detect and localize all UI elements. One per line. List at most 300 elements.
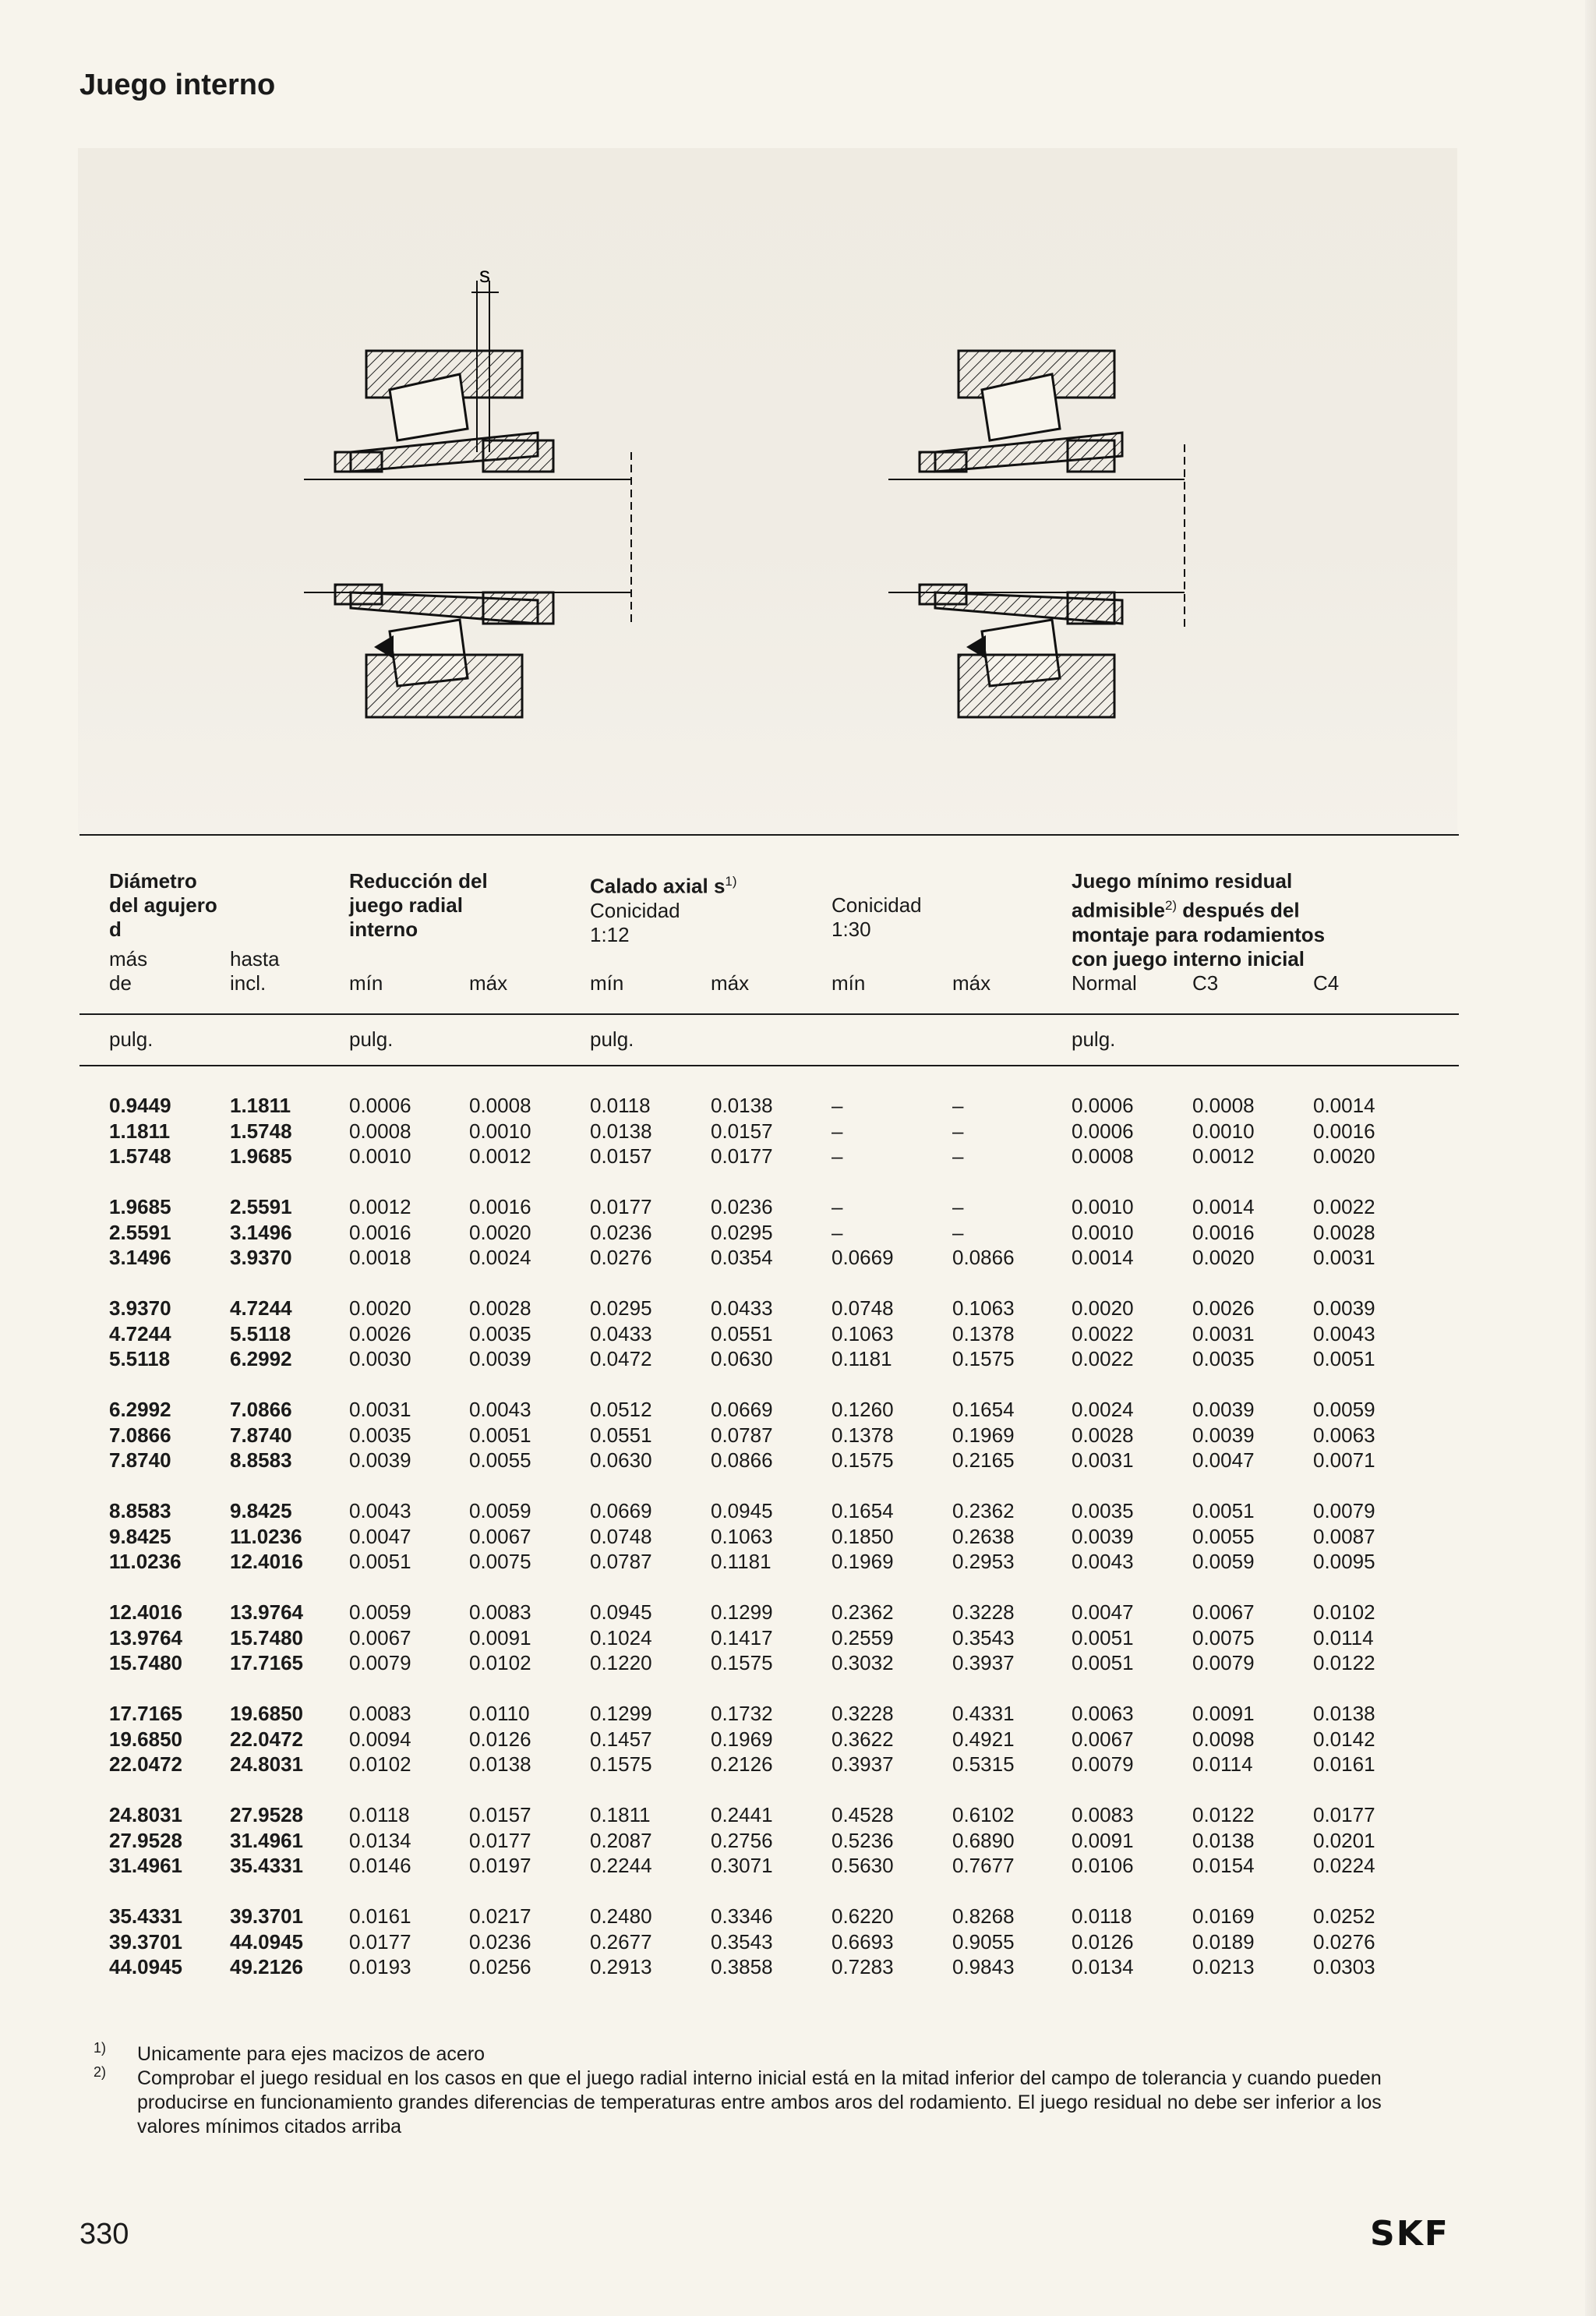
bore-diameter-cell: 3.9370	[109, 1296, 171, 1320]
value-cell: 0.0051	[469, 1423, 531, 1447]
value-cell: 0.2362	[832, 1600, 894, 1624]
value-cell: 0.0059	[469, 1499, 531, 1522]
value-cell: 0.0028	[1072, 1423, 1134, 1447]
header-max: máx	[952, 971, 991, 995]
value-cell: –	[952, 1094, 964, 1117]
value-cell: 0.1378	[952, 1321, 1015, 1345]
value-cell: 0.3858	[711, 1955, 773, 1978]
value-cell: 0.0091	[1072, 1828, 1134, 1852]
value-cell: 0.2913	[590, 1955, 652, 1978]
value-cell: –	[832, 1094, 843, 1117]
header-max: máx	[711, 971, 750, 995]
value-cell: 0.4921	[952, 1727, 1015, 1751]
value-cell: 0.0114	[1192, 1752, 1253, 1776]
value-cell: 0.0039	[1313, 1296, 1375, 1320]
value-cell: 0.0256	[469, 1955, 531, 1978]
value-cell: 0.0014	[1072, 1246, 1134, 1269]
bore-diameter-cell: 1.5748	[230, 1119, 292, 1143]
value-cell: 0.0276	[1313, 1929, 1375, 1954]
value-cell: 0.0669	[711, 1398, 773, 1421]
value-cell: 0.2677	[590, 1929, 652, 1954]
value-cell: 0.0010	[1072, 1195, 1134, 1218]
header-residual-clearance: Juego mínimo residual admisible$^{2)}$ después del montaje para rodamientos con juego interno inicial	[1072, 869, 1326, 971]
value-cell: 0.0669	[590, 1499, 652, 1522]
value-cell: –	[832, 1119, 843, 1143]
value-cell: 0.2559	[832, 1625, 894, 1649]
value-cell: –	[952, 1195, 964, 1218]
unit-label: pulg.	[109, 1027, 154, 1051]
value-cell: 0.0866	[952, 1246, 1015, 1269]
header-min: mín	[832, 971, 866, 995]
value-cell: 0.0161	[1313, 1752, 1375, 1776]
value-cell: 0.0118	[590, 1094, 651, 1117]
unit-label: pulg.	[590, 1027, 634, 1051]
value-cell: 0.0138	[711, 1094, 773, 1117]
value-cell: 0.0094	[349, 1727, 411, 1751]
bore-diameter-cell: 12.4016	[230, 1550, 303, 1573]
value-cell: 0.0028	[469, 1296, 531, 1320]
value-cell: 0.3937	[952, 1651, 1015, 1674]
value-cell: 0.1220	[590, 1651, 652, 1674]
value-cell: 0.0083	[349, 1702, 411, 1725]
value-cell: 0.0035	[1192, 1347, 1255, 1370]
value-cell: 0.1260	[832, 1398, 894, 1421]
value-cell: 0.0134	[349, 1828, 411, 1852]
value-cell: 0.2480	[590, 1904, 652, 1928]
value-cell: 0.0035	[469, 1321, 531, 1345]
bore-diameter-cell: 27.9528	[230, 1803, 303, 1826]
value-cell: 0.0008	[1072, 1144, 1134, 1168]
value-cell: 0.0006	[1072, 1119, 1134, 1143]
value-cell: –	[832, 1144, 843, 1168]
footnotes	[94, 2042, 1434, 2139]
bore-diameter-cell: 3.1496	[230, 1220, 292, 1244]
value-cell: 0.0075	[1192, 1625, 1255, 1649]
value-cell: 0.0303	[1313, 1955, 1375, 1978]
value-cell: 0.0031	[1072, 1448, 1134, 1472]
bore-diameter-cell: 39.3701	[109, 1929, 182, 1954]
value-cell: 0.0006	[349, 1094, 411, 1117]
value-cell: 0.5630	[832, 1854, 894, 1877]
header-max: máx	[469, 971, 508, 995]
value-cell: 0.0026	[349, 1321, 411, 1345]
value-cell: 0.1378	[832, 1423, 894, 1447]
value-cell: 0.2953	[952, 1550, 1015, 1573]
page-edge	[1585, 0, 1596, 2316]
value-cell: 0.3622	[832, 1727, 894, 1751]
bore-diameter-cell: 1.1811	[109, 1119, 171, 1143]
value-cell: 0.0022	[1313, 1195, 1375, 1218]
value-cell: 0.0035	[349, 1423, 411, 1447]
value-cell: 0.1969	[952, 1423, 1015, 1447]
value-cell: 0.0020	[469, 1220, 531, 1244]
s-label: s	[479, 265, 490, 287]
bore-diameter-cell: 11.0236	[230, 1524, 302, 1548]
value-cell: 0.1181	[711, 1550, 772, 1573]
value-cell: 0.0014	[1313, 1094, 1375, 1117]
value-cell: 0.1063	[711, 1524, 773, 1548]
value-cell: 0.0252	[1313, 1904, 1375, 1928]
skf-logo: SKF	[1370, 2214, 1449, 2254]
value-cell: 0.0039	[1072, 1524, 1134, 1548]
value-cell: 0.0087	[1313, 1524, 1375, 1548]
value-cell: 0.0138	[590, 1119, 652, 1143]
value-cell: 0.0043	[469, 1398, 531, 1421]
bore-diameter-cell: 44.0945	[230, 1929, 303, 1954]
value-cell: 0.0039	[349, 1448, 411, 1472]
footnote: 1) Unicamente para ejes macizos de acero	[94, 2040, 486, 2065]
bore-diameter-cell: 2.5591	[109, 1220, 171, 1244]
value-cell: 0.0134	[1072, 1955, 1134, 1978]
value-cell: 0.0010	[1072, 1220, 1134, 1244]
value-cell: 0.0043	[1072, 1550, 1134, 1573]
value-cell: 0.0016	[349, 1220, 411, 1244]
value-cell: 0.5236	[832, 1828, 894, 1852]
value-cell: 0.0748	[590, 1524, 652, 1548]
value-cell: 0.0177	[711, 1144, 773, 1168]
value-cell: 0.0016	[1313, 1119, 1375, 1143]
bore-diameter-cell: 1.9685	[230, 1144, 292, 1168]
value-cell: 0.0028	[1313, 1220, 1375, 1244]
value-cell: 0.0102	[349, 1752, 411, 1776]
bore-diameter-cell: 4.7244	[109, 1321, 171, 1345]
value-cell: 0.0102	[1313, 1600, 1375, 1624]
page-number: 330	[79, 2218, 129, 2251]
header-hasta-incl: hasta incl.	[230, 947, 280, 995]
value-cell: 0.0472	[590, 1347, 652, 1370]
header-normal: Normal	[1072, 971, 1137, 995]
value-cell: 0.1299	[590, 1702, 652, 1725]
value-cell: 0.0102	[469, 1651, 531, 1674]
value-cell: 0.0059	[1192, 1550, 1255, 1573]
value-cell: 0.1299	[711, 1600, 773, 1624]
value-cell: 0.0177	[349, 1929, 411, 1954]
value-cell: 0.0063	[1072, 1702, 1134, 1725]
value-cell: –	[952, 1144, 964, 1168]
value-cell: 0.1063	[952, 1296, 1015, 1320]
value-cell: 0.0043	[1313, 1321, 1375, 1345]
bore-diameter-cell: 1.9685	[109, 1195, 171, 1218]
value-cell: 0.1575	[711, 1651, 773, 1674]
value-cell: 0.0079	[1313, 1499, 1375, 1522]
value-cell: 0.0295	[711, 1220, 773, 1244]
header-axial-drive: Calado axial $s^{1)}$ Conicidad 1:12	[590, 874, 737, 946]
bore-diameter-cell: 8.8583	[230, 1448, 292, 1472]
value-cell: 0.0157	[469, 1803, 531, 1826]
value-cell: 0.2087	[590, 1828, 652, 1852]
value-cell: 0.0079	[349, 1651, 411, 1674]
page-title: Juego interno	[79, 69, 276, 101]
value-cell: 0.0669	[832, 1246, 894, 1269]
value-cell: 0.0787	[590, 1550, 652, 1573]
value-cell: 0.0006	[1072, 1094, 1134, 1117]
value-cell: 0.0295	[590, 1296, 652, 1320]
value-cell: 0.3228	[952, 1600, 1015, 1624]
bore-diameter-cell: 24.8031	[230, 1752, 303, 1776]
value-cell: 0.0630	[711, 1347, 773, 1370]
value-cell: 0.0071	[1313, 1448, 1375, 1472]
value-cell: 0.0014	[1192, 1195, 1255, 1218]
value-cell: 0.3543	[952, 1625, 1015, 1649]
header-diameter: Diámetro del agujero d	[109, 869, 217, 941]
value-cell: 0.0091	[1192, 1702, 1255, 1725]
bore-diameter-cell: 0.9449	[109, 1094, 171, 1117]
value-cell: 0.0024	[469, 1246, 531, 1269]
header-rule	[79, 1013, 1459, 1015]
value-cell: 0.0787	[711, 1423, 773, 1447]
value-cell: 0.0512	[590, 1398, 652, 1421]
value-cell: 0.0106	[1072, 1854, 1134, 1877]
value-cell: 0.0161	[349, 1904, 411, 1928]
value-cell: 0.0138	[1192, 1828, 1255, 1852]
value-cell: 0.0142	[1313, 1727, 1375, 1751]
value-cell: 0.3346	[711, 1904, 773, 1928]
bore-diameter-cell: 35.4331	[109, 1904, 182, 1928]
value-cell: 0.0945	[711, 1499, 773, 1522]
value-cell: 0.0039	[469, 1347, 531, 1370]
value-cell: 0.1457	[590, 1727, 652, 1751]
unit-label: pulg.	[349, 1027, 394, 1051]
value-cell: 0.0031	[1313, 1246, 1375, 1269]
units-rule	[79, 1065, 1459, 1066]
bore-diameter-cell: 22.0472	[109, 1752, 182, 1776]
value-cell: 0.0157	[590, 1144, 652, 1168]
bore-diameter-cell: 39.3701	[230, 1904, 303, 1928]
value-cell: 0.0010	[1192, 1119, 1255, 1143]
bore-diameter-cell: 15.7480	[109, 1651, 182, 1674]
value-cell: 0.0157	[711, 1119, 773, 1143]
bore-diameter-cell: 17.7165	[109, 1702, 182, 1725]
value-cell: 0.7677	[952, 1854, 1015, 1877]
bore-diameter-cell: 3.1496	[109, 1246, 171, 1269]
value-cell: 0.0010	[469, 1119, 531, 1143]
bore-diameter-cell: 9.8425	[109, 1524, 171, 1548]
bore-diameter-cell: 44.0945	[109, 1955, 182, 1978]
bore-diameter-cell: 1.5748	[109, 1144, 171, 1168]
value-cell: 0.0047	[1072, 1600, 1134, 1624]
value-cell: 0.1811	[590, 1803, 651, 1826]
value-cell: 0.0067	[469, 1524, 531, 1548]
value-cell: 0.2638	[952, 1524, 1015, 1548]
bore-diameter-cell: 3.9370	[230, 1246, 292, 1269]
value-cell: 0.0067	[1072, 1727, 1134, 1751]
value-cell: 0.0083	[469, 1600, 531, 1624]
value-cell: 0.0630	[590, 1448, 652, 1472]
value-cell: 0.7283	[832, 1955, 894, 1978]
value-cell: 0.0118	[349, 1803, 410, 1826]
value-cell: 0.6102	[952, 1803, 1015, 1826]
value-cell: 0.0189	[1192, 1929, 1255, 1954]
value-cell: 0.0043	[349, 1499, 411, 1522]
value-cell: 0.1063	[832, 1321, 894, 1345]
value-cell: 0.0177	[590, 1195, 652, 1218]
value-cell: 0.6693	[832, 1929, 894, 1954]
value-cell: 0.0201	[1313, 1828, 1375, 1852]
bearing-diagrams	[304, 265, 1278, 748]
value-cell: 0.0276	[590, 1246, 652, 1269]
value-cell: 0.0236	[590, 1220, 652, 1244]
bore-diameter-cell: 8.8583	[109, 1499, 171, 1522]
value-cell: 0.3071	[711, 1854, 773, 1877]
header-min: mín	[590, 971, 624, 995]
value-cell: 0.0095	[1313, 1550, 1375, 1573]
value-cell: 0.0012	[469, 1144, 531, 1168]
value-cell: 0.0030	[349, 1347, 411, 1370]
value-cell: 0.1575	[832, 1448, 894, 1472]
value-cell: 0.2756	[711, 1828, 773, 1852]
value-cell: 0.0039	[1192, 1423, 1255, 1447]
value-cell: 0.0031	[349, 1398, 411, 1421]
value-cell: 0.0177	[469, 1828, 531, 1852]
bearing-mounting-diagram-after	[888, 265, 1247, 733]
value-cell: 0.0067	[349, 1625, 411, 1649]
value-cell: 0.0067	[1192, 1600, 1255, 1624]
value-cell: 0.0051	[349, 1550, 411, 1573]
value-cell: 0.0063	[1313, 1423, 1375, 1447]
table-top-rule	[79, 834, 1459, 836]
bore-diameter-cell: 4.7244	[230, 1296, 292, 1320]
value-cell: 0.0091	[469, 1625, 531, 1649]
value-cell: 0.0022	[1072, 1321, 1134, 1345]
value-cell: 0.0059	[349, 1600, 411, 1624]
bore-diameter-cell: 7.0866	[230, 1398, 292, 1421]
value-cell: –	[952, 1119, 964, 1143]
bore-diameter-cell: 7.8740	[109, 1448, 171, 1472]
header-radial-reduction: Reducción del juego radial interno	[349, 869, 488, 941]
value-cell: 0.2244	[590, 1854, 652, 1877]
header-min: mín	[349, 971, 383, 995]
value-cell: 0.0022	[1072, 1347, 1134, 1370]
value-cell: 0.0051	[1072, 1625, 1134, 1649]
value-cell: 0.0236	[469, 1929, 531, 1954]
value-cell: 0.0945	[590, 1600, 652, 1624]
value-cell: 0.0118	[1072, 1904, 1132, 1928]
value-cell: 0.0197	[469, 1854, 531, 1877]
value-cell: 0.0551	[711, 1321, 773, 1345]
value-cell: 0.6220	[832, 1904, 894, 1928]
value-cell: 0.9843	[952, 1955, 1015, 1978]
value-cell: 0.0126	[469, 1727, 531, 1751]
unit-label: pulg.	[1072, 1027, 1116, 1051]
bore-diameter-cell: 12.4016	[109, 1600, 182, 1624]
value-cell: 0.0031	[1192, 1321, 1255, 1345]
value-cell: 0.0018	[349, 1246, 411, 1269]
value-cell: 0.4331	[952, 1702, 1015, 1725]
value-cell: 0.0008	[1192, 1094, 1255, 1117]
footnote: 2) Comprobar el juego residual en los casos en que el juego radial interno inicial está en la mitad inferior del campo de tolerancia y cuando pueden producirse en funcionamiento grandes diferencias de temperaturas entre ambos aros del rodamiento. El juego residual no debe ser inferior a los valores mínimos citados arriba	[94, 2064, 1382, 2137]
value-cell: 0.1969	[832, 1550, 894, 1573]
bore-diameter-cell: 6.2992	[109, 1398, 171, 1421]
value-cell: 0.0035	[1072, 1499, 1134, 1522]
value-cell: 0.0224	[1313, 1854, 1375, 1877]
value-cell: 0.0008	[349, 1119, 411, 1143]
value-cell: 0.1850	[832, 1524, 894, 1548]
bore-diameter-cell: 31.4961	[230, 1828, 303, 1852]
value-cell: 0.1575	[590, 1752, 652, 1776]
bore-diameter-cell: 19.6850	[109, 1727, 182, 1751]
bore-diameter-cell: 22.0472	[230, 1727, 303, 1751]
value-cell: 0.0012	[349, 1195, 411, 1218]
value-cell: 0.0138	[1313, 1702, 1375, 1725]
value-cell: 0.0051	[1192, 1499, 1255, 1522]
value-cell: 0.1417	[711, 1625, 773, 1649]
bore-diameter-cell: 7.0866	[109, 1423, 171, 1447]
value-cell: 0.1181	[832, 1347, 892, 1370]
bore-diameter-cell: 31.4961	[109, 1854, 182, 1877]
bore-diameter-cell: 13.9764	[230, 1600, 303, 1624]
value-cell: 0.0012	[1192, 1144, 1255, 1168]
value-cell: 0.3543	[711, 1929, 773, 1954]
value-cell: 0.1024	[590, 1625, 652, 1649]
value-cell: 0.1654	[952, 1398, 1015, 1421]
bore-diameter-cell: 24.8031	[109, 1803, 182, 1826]
value-cell: 0.0177	[1313, 1803, 1375, 1826]
value-cell: 0.8268	[952, 1904, 1015, 1928]
value-cell: 0.0551	[590, 1423, 652, 1447]
header-taper-30: Conicidad 1:30	[832, 893, 922, 941]
value-cell: 0.0236	[711, 1195, 773, 1218]
value-cell: 0.0075	[469, 1550, 531, 1573]
bearing-mounting-diagram-before	[304, 265, 662, 733]
bore-diameter-cell: 27.9528	[109, 1828, 182, 1852]
value-cell: –	[952, 1220, 964, 1244]
bore-diameter-cell: 7.8740	[230, 1423, 292, 1447]
value-cell: 0.0055	[469, 1448, 531, 1472]
value-cell: 0.0154	[1192, 1854, 1255, 1877]
bore-diameter-cell: 13.9764	[109, 1625, 182, 1649]
value-cell: 0.3032	[832, 1651, 894, 1674]
value-cell: 0.0146	[349, 1854, 411, 1877]
bore-diameter-cell: 5.5118	[109, 1347, 171, 1370]
bore-diameter-cell: 35.4331	[230, 1854, 303, 1877]
value-cell: 0.0217	[469, 1904, 531, 1928]
value-cell: 0.0051	[1313, 1347, 1375, 1370]
value-cell: –	[832, 1195, 843, 1218]
value-cell: 0.0055	[1192, 1524, 1255, 1548]
value-cell: 0.0114	[1313, 1625, 1374, 1649]
value-cell: 0.2441	[711, 1803, 773, 1826]
bore-diameter-cell: 15.7480	[230, 1625, 303, 1649]
value-cell: 0.0020	[1072, 1296, 1134, 1320]
header-mas-de: más de	[109, 947, 148, 995]
value-cell: 0.0020	[1313, 1144, 1375, 1168]
value-cell: 0.0110	[469, 1702, 530, 1725]
value-cell: 0.1732	[711, 1702, 773, 1725]
value-cell: 0.2126	[711, 1752, 773, 1776]
value-cell: 0.0748	[832, 1296, 894, 1320]
value-cell: 0.0024	[1072, 1398, 1134, 1421]
value-cell: 0.0008	[469, 1094, 531, 1117]
value-cell: 0.0047	[1192, 1448, 1255, 1472]
value-cell: 0.1575	[952, 1347, 1015, 1370]
bore-diameter-cell: 19.6850	[230, 1702, 303, 1725]
header-c4: C4	[1313, 971, 1340, 995]
value-cell: 0.1654	[832, 1499, 894, 1522]
bore-diameter-cell: 49.2126	[230, 1955, 303, 1978]
value-cell: 0.0122	[1192, 1803, 1255, 1826]
value-cell: 0.0126	[1072, 1929, 1134, 1954]
value-cell: 0.0213	[1192, 1955, 1255, 1978]
value-cell: 0.0433	[590, 1321, 652, 1345]
bore-diameter-cell: 6.2992	[230, 1347, 292, 1370]
value-cell: 0.0122	[1313, 1651, 1375, 1674]
bore-diameter-cell: 17.7165	[230, 1651, 303, 1674]
value-cell: 0.5315	[952, 1752, 1015, 1776]
value-cell: 0.0016	[469, 1195, 531, 1218]
value-cell: 0.0193	[349, 1955, 411, 1978]
value-cell: 0.0051	[1072, 1651, 1134, 1674]
bore-diameter-cell: 5.5118	[230, 1321, 291, 1345]
